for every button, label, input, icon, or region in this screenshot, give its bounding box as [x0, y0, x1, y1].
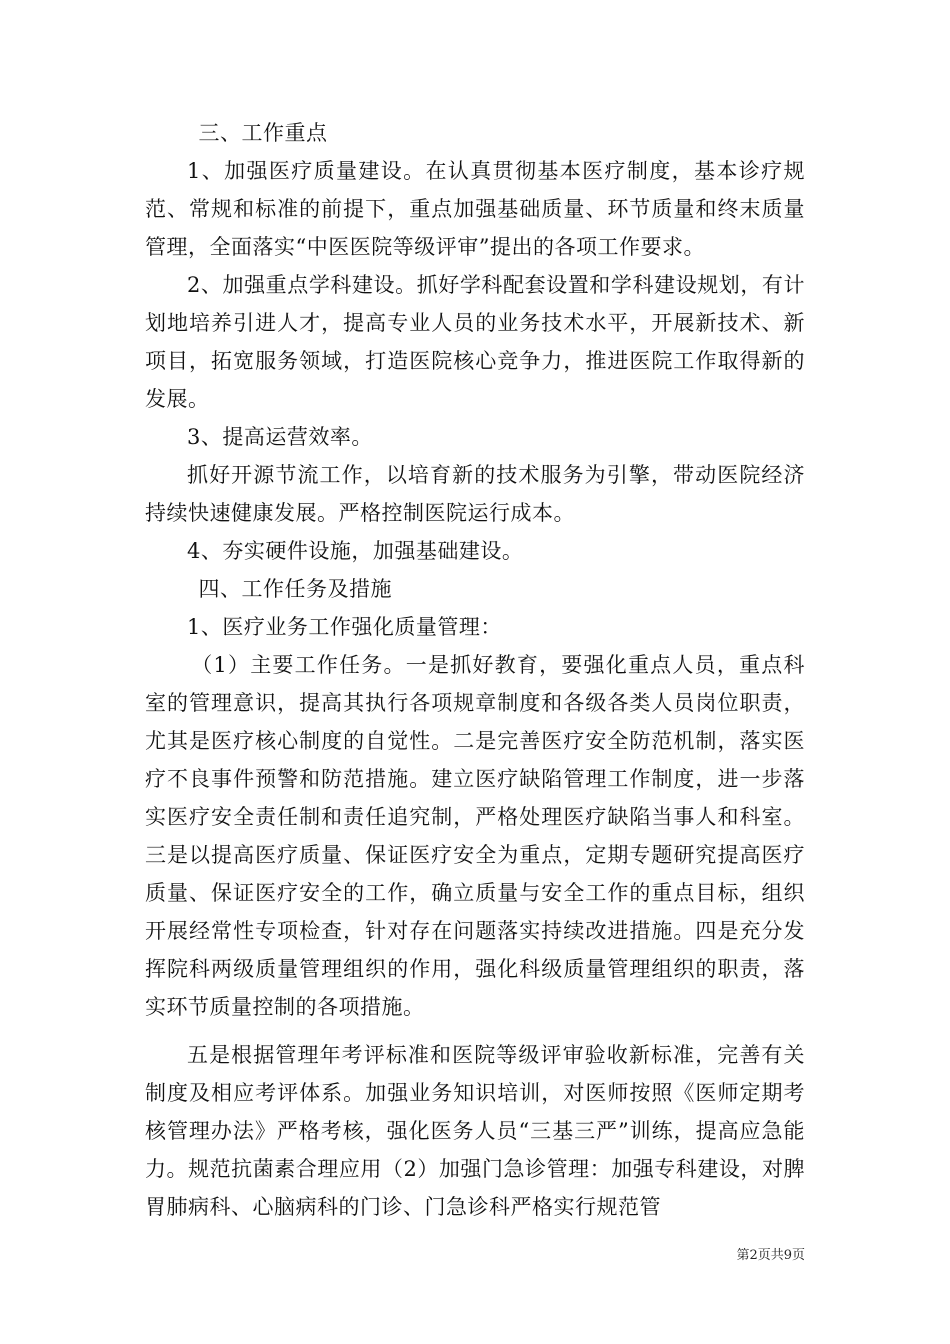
paragraph-infrastructure: 4、夯实硬件设施，加强基础建设。 — [187, 539, 524, 563]
section-heading-tasks-measures: 四、工作任务及措施 — [198, 577, 393, 601]
paragraph-medical-quality: 1、加强医疗质量建设。在认真贯彻基本医疗制度，基本诊疗规范、常规和标准的前提下，重点加强基础质量、环节质量和终末质量管理，全面落实“中医医院等级评审”提出的各项工作要求。 — [145, 159, 805, 259]
paragraph-key-disciplines: 2、加强重点学科建设。抓好学科配套设置和学科建设规划，有计划地培养引进人才，提高专业人员的业务技术水平，开展新技术、新项目，拓宽服务领域，打造医院核心竞争力，推进医院工作取得新的发展。 — [145, 273, 805, 411]
paragraph-operating-efficiency: 3、提高运营效率。 — [187, 425, 373, 449]
section-heading-work-focus: 三、工作重点 — [198, 121, 328, 145]
paragraph-main-tasks: （1）主要工作任务。一是抓好教育，要强化重点人员，重点科室的管理意识，提高其执行各项规章制度和各级各类人员岗位职责，尤其是医疗核心制度的自觉性。二是完善医疗安全防范机制，落实医疗不良事件预警和防范措施。建立医疗缺陷管理工作制度，进一步落实医疗安全责任制和责任追究制，严格处理医疗缺陷当事人和科室。三是以提高医疗质量、保证医疗安全为重点，定期专题研究提高医疗质量、保证医疗安全的工作，确立质量与安全工作的重点目标，组织开展经常性专项检查，针对存在问题落实持续改进措施。四是充分发挥院科两级质量管理组织的作用，强化科级质量管理组织的职责，落实环节质量控制的各项措施。 — [145, 653, 805, 1019]
page-number-footer: 第2页共9页 — [736, 1248, 805, 1263]
paragraph-cost-control: 抓好开源节流工作，以培育新的技术服务为引擎，带动医院经济持续快速健康发展。严格控制医院运行成本。 — [145, 463, 805, 525]
document-body — [145, 114, 805, 1226]
paragraph-quality-management: 1、医疗业务工作强化质量管理： — [187, 615, 502, 639]
paragraph-evaluation-standards: 五是根据管理年考评标准和医院等级评审验收新标准，完善有关制度及相应考评体系。加强业务知识培训，对医师按照《医师定期考核管理办法》严格考核，强化医务人员“三基三严”训练，提高应急能力。规范抗菌素合理应用（2）加强门急诊管理：加强专科建设，对脾胃肺病科、心脑病科的门诊、门急诊科严格实行规范管 — [145, 1043, 805, 1219]
